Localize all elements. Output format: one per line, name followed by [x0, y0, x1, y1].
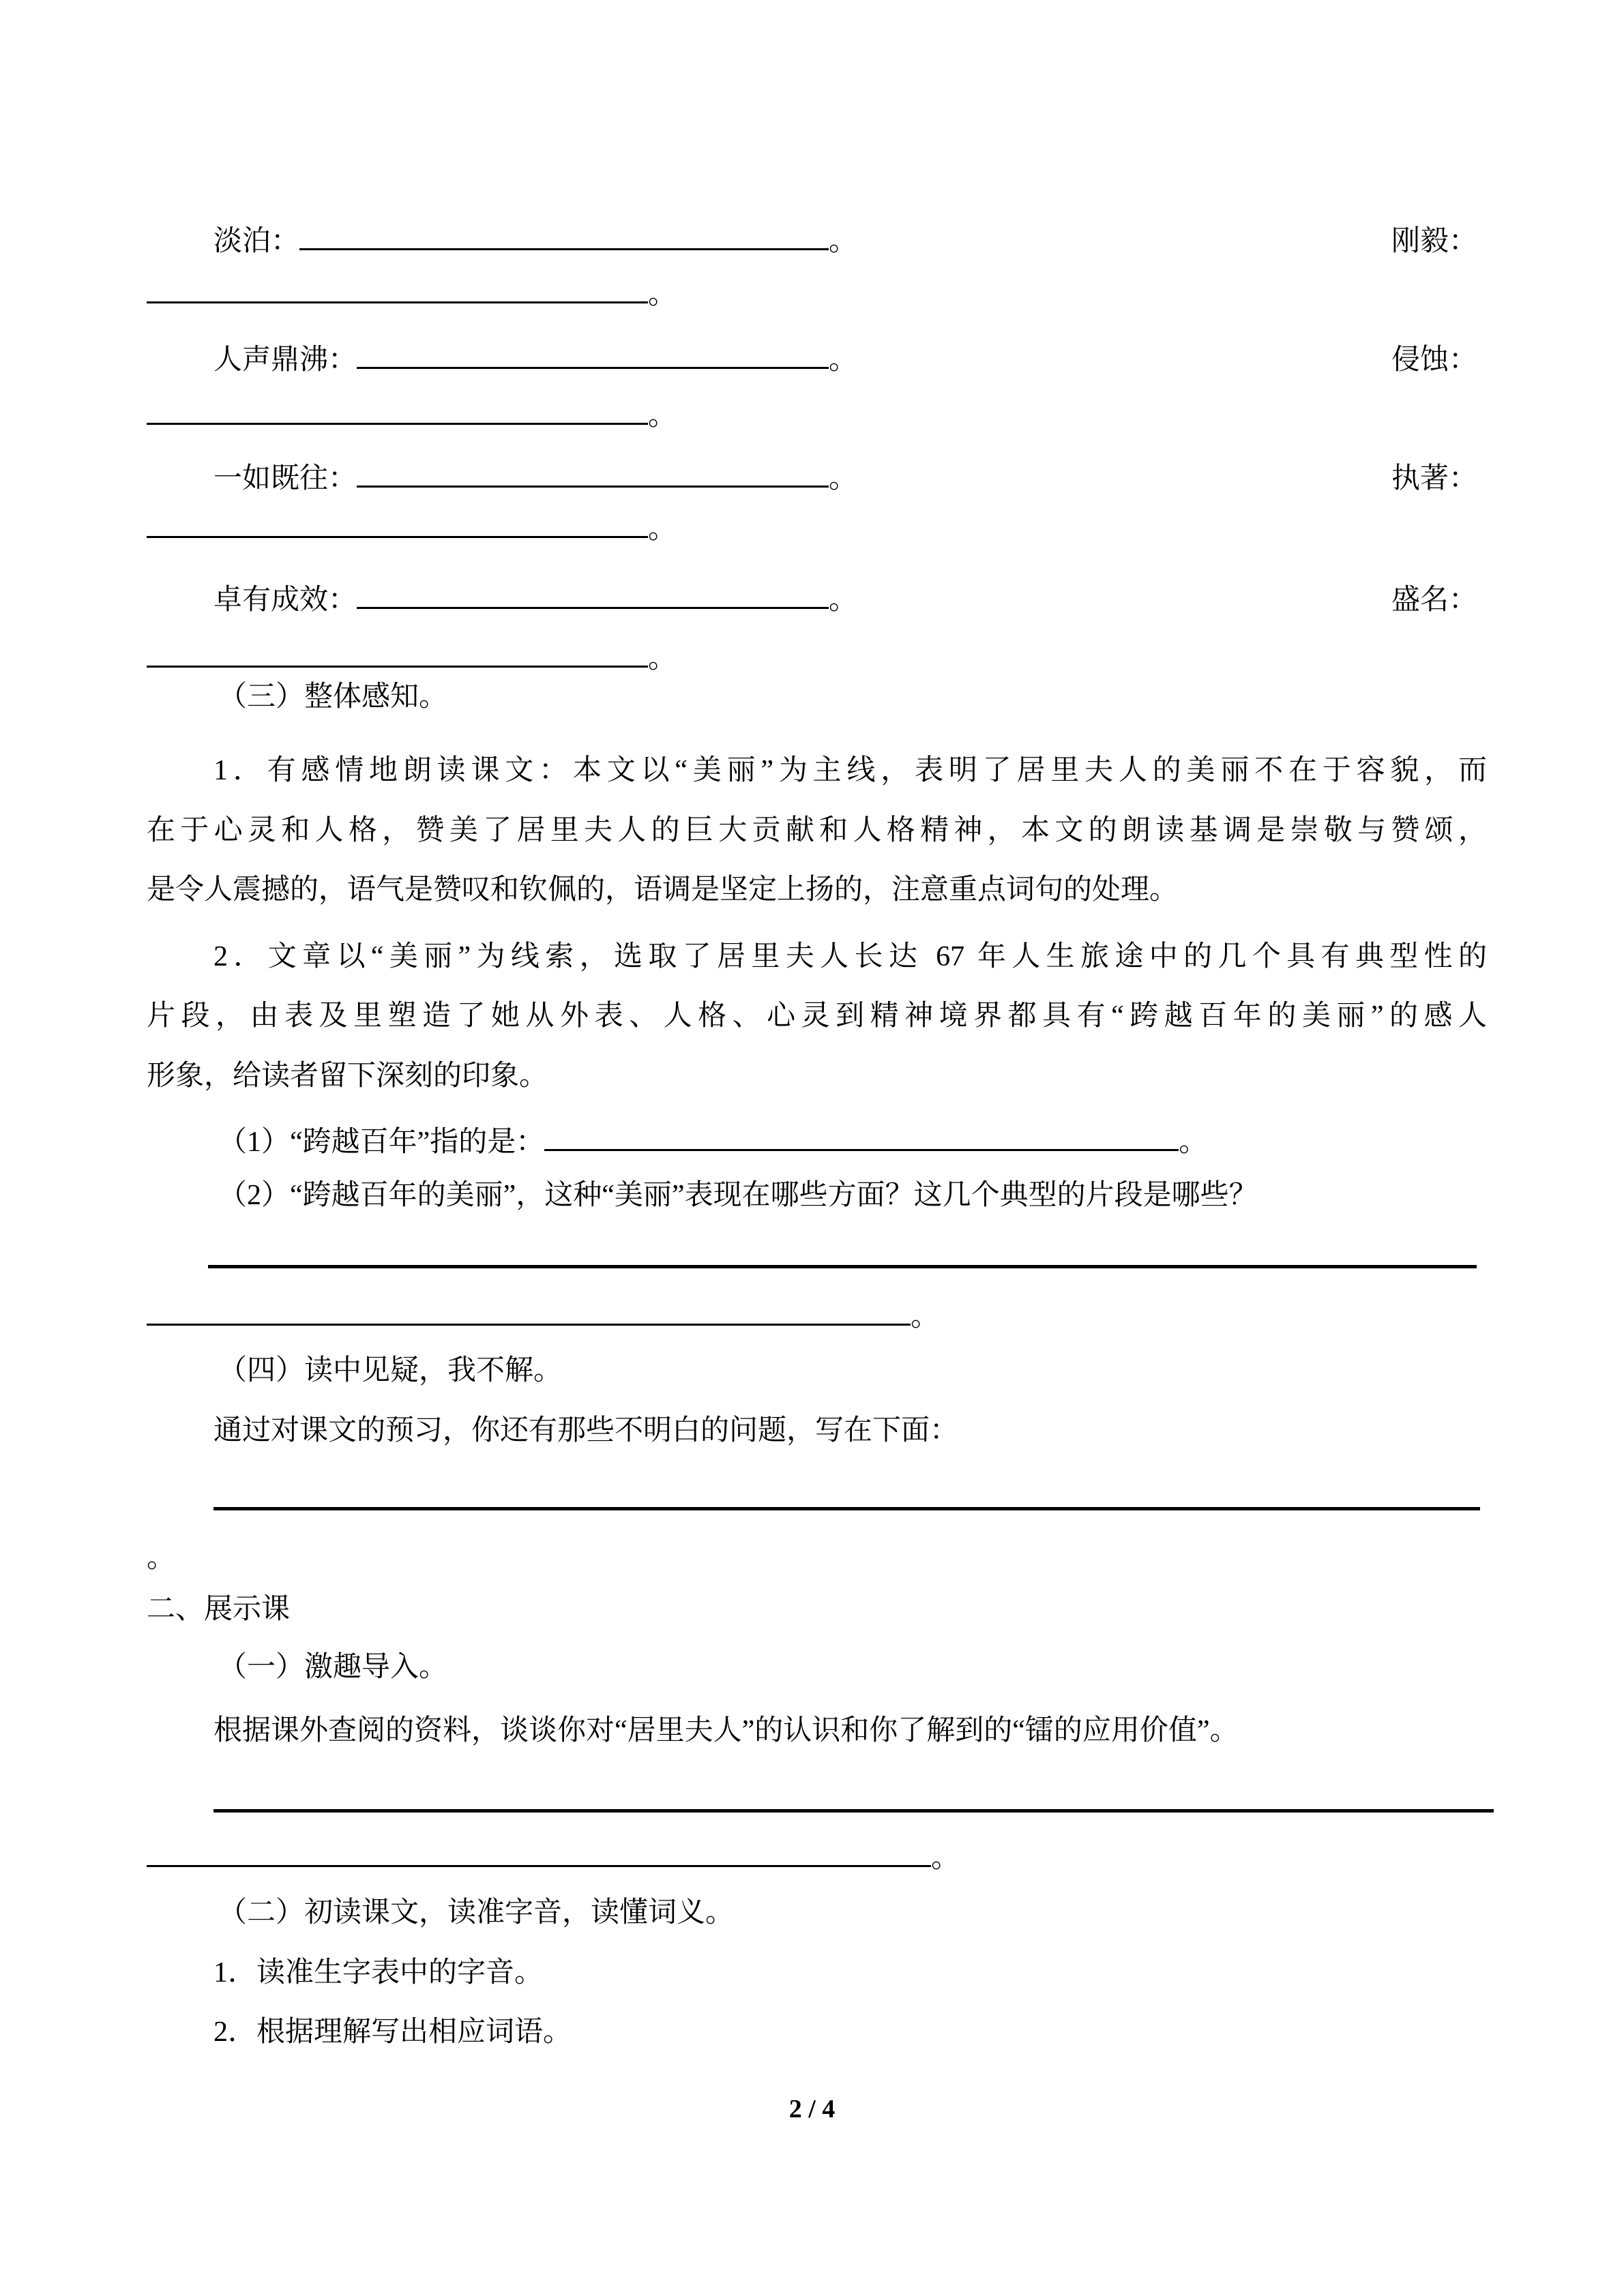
- vocab-continuation-line: [147, 275, 677, 314]
- fill-blank: [147, 645, 648, 668]
- part2-sub1-prompt: 根据课外查阅的资料，谈谈你对“居里夫人”的认识和你了解到的“镭的应用价值”。: [213, 1715, 1239, 1746]
- section4-prompt: 通过对课文的预习，你还有那些不明白的问题，写在下面：: [213, 1415, 959, 1446]
- fill-blank: [357, 346, 829, 369]
- paragraph2-line2: 片段，由表及里塑造了她从外表、人格、心灵到精神境界都具有“跨越百年的美丽”的感人: [147, 1000, 1487, 1032]
- answer-rule: [213, 1809, 1494, 1813]
- fill-blank: [544, 1129, 1179, 1151]
- fill-blank: [357, 586, 829, 609]
- part2-item1: 1．读准生字表中的字音。: [213, 1957, 544, 1988]
- vocab-term: 一如既往：: [213, 463, 357, 494]
- vocab-term: 淡泊：: [213, 226, 300, 257]
- page-number: 2 / 4: [788, 2095, 836, 2123]
- question1-line: [218, 1123, 1207, 1161]
- period: 。: [648, 513, 677, 545]
- vocab-term: 卓有成效：: [213, 584, 357, 616]
- answer-rule-wrap: [147, 1298, 939, 1336]
- fill-blank: [147, 281, 648, 303]
- fill-blank: [147, 1845, 931, 1867]
- question2-line: （2）“跨越百年的美丽”，这种“美丽”表现在哪些方面？这几个典型的片段是哪些？: [218, 1180, 1258, 1211]
- vocab-row: [213, 581, 857, 619]
- period: 。: [648, 643, 677, 674]
- period: 。: [648, 400, 677, 432]
- stray-period: 。: [147, 1542, 176, 1574]
- period: 。: [1179, 1127, 1208, 1158]
- vocab-row: [213, 341, 857, 379]
- vocab-right-term: 刚毅：: [1391, 226, 1478, 257]
- answer-rule: [213, 1507, 1480, 1510]
- vocab-continuation-line: [147, 640, 677, 678]
- section3-heading: （三）整体感知。: [218, 681, 448, 713]
- period: 。: [911, 1301, 940, 1332]
- fill-blank: [147, 1303, 911, 1326]
- vocab-right-term: 执著：: [1391, 463, 1478, 494]
- vocab-row: [213, 222, 857, 260]
- period: 。: [829, 584, 858, 616]
- fill-blank: [357, 465, 829, 488]
- paragraph1-line3: 是令人震撼的，语气是赞叹和钦佩的，语调是坚定上扬的，注意重点词句的处理。: [147, 874, 1179, 906]
- period: 。: [931, 1843, 960, 1874]
- vocab-continuation-line: [147, 397, 677, 435]
- vocab-term: 人声鼎沸：: [213, 344, 357, 376]
- answer-rule-wrap: [147, 1839, 960, 1877]
- paragraph2-line3: 形象，给读者留下深刻的印象。: [147, 1060, 548, 1092]
- period: 。: [829, 463, 858, 494]
- period: 。: [829, 344, 858, 376]
- part2-sub1-heading: （一）激趣导入。: [218, 1652, 448, 1683]
- vocab-right-term: 侵蚀：: [1391, 344, 1478, 376]
- question1-label: （1）“跨越百年”指的是：: [218, 1127, 545, 1158]
- paragraph1-line2: 在于心灵和人格，赞美了居里夫人的巨大贡献和人格精神，本文的朗读基调是崇敬与赞颂，: [147, 815, 1487, 846]
- paragraph2-line1: 2．文章以“美丽”为线索，选取了居里夫人长达 67 年人生旅途中的几个具有典型性的: [213, 941, 1487, 972]
- part2-item2: 2．根据理解写出相应词语。: [213, 2016, 572, 2048]
- part2-heading: 二、展示课: [147, 1594, 291, 1625]
- part2-sub2-heading: （二）初读课文，读准字音，读懂词义。: [218, 1897, 735, 1928]
- fill-blank: [147, 516, 648, 538]
- paragraph1-line1: 1．有感情地朗读课文：本文以“美丽”为主线，表明了居里夫人的美丽不在于容貌，而: [213, 755, 1487, 786]
- section4-heading: （四）读中见疑，我不解。: [218, 1355, 563, 1386]
- answer-rule: [208, 1265, 1477, 1268]
- fill-blank: [147, 402, 648, 425]
- vocab-row: [213, 460, 857, 498]
- period: 。: [829, 226, 858, 257]
- fill-blank: [299, 228, 829, 250]
- vocab-right-term: 盛名：: [1391, 584, 1478, 616]
- vocab-continuation-line: [147, 510, 677, 548]
- period: 。: [648, 279, 677, 310]
